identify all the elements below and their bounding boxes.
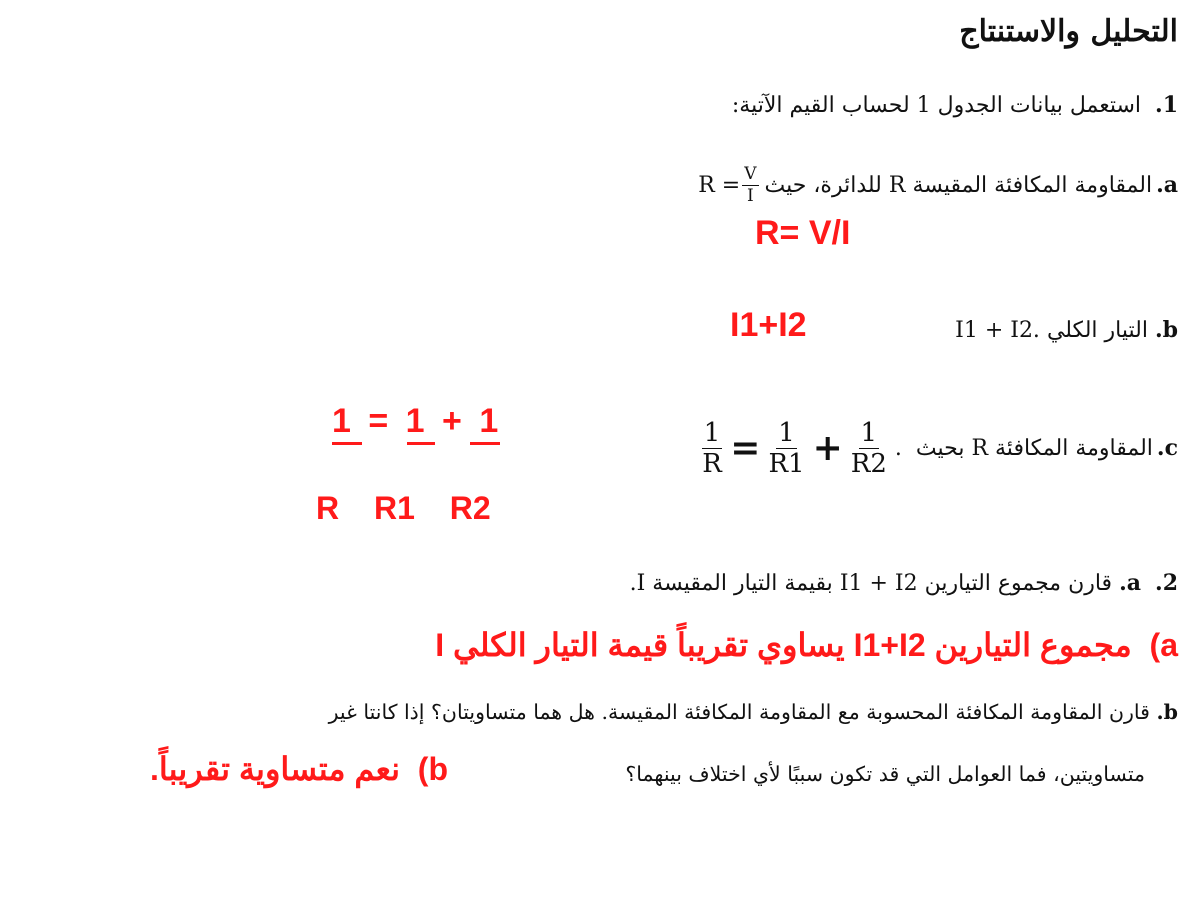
- plus-sign: +: [812, 427, 843, 469]
- fraction-1-over-R: [702, 417, 723, 479]
- question-1b-letter: b.: [1154, 317, 1178, 343]
- numerator: 1: [778, 417, 795, 448]
- fraction-1-over-R2: [850, 417, 887, 479]
- question-1a-text: المقاومة المكافئة المقيسة R للدائرة، حيث: [764, 172, 1153, 198]
- numerator: 1: [860, 417, 878, 448]
- answer-2b: [150, 750, 448, 788]
- question-2b-letter: b.: [1156, 700, 1178, 724]
- numerator: 1: [703, 417, 721, 448]
- formula-lhs: R =: [698, 172, 741, 198]
- answer-1b: I1+I2: [730, 306, 807, 344]
- answer-1c-bar-3: [470, 442, 500, 445]
- answer-1a: R= V/I: [755, 214, 851, 252]
- answer-1c-denominators: R R1 R2: [316, 490, 491, 526]
- question-2a: [630, 570, 1178, 596]
- question-1-text: استعمل بيانات الجدول 1 لحساب القيم الآتية:: [731, 93, 1142, 118]
- question-1c-formula: $\frac{1}{R}$ = $\frac{1}{R1}$ + $\frac{1}{R2}$ .: [702, 417, 902, 479]
- denominator: R1: [768, 448, 805, 479]
- formula-numerator: V: [744, 163, 757, 184]
- question-1c-letter: c.: [1156, 435, 1178, 461]
- fraction-1-over-R1: [768, 417, 805, 479]
- question-1: [732, 92, 1178, 118]
- answer-1c-bar-2: [407, 442, 435, 445]
- question-1a: [698, 160, 1178, 210]
- answer-1c-bar-1: [332, 442, 362, 445]
- answer-2a: [435, 626, 1178, 664]
- question-2b-line-2: متساويتين، فما العوامل التي قد تكون سببًا لأي اختلاف بينهما؟: [625, 762, 1145, 786]
- denominator: R2: [850, 448, 887, 479]
- question-1a-formula: [698, 163, 760, 206]
- question-2b-line-1: [329, 700, 1178, 724]
- formula-denominator: I: [747, 185, 754, 206]
- question-1-number: 1.: [1155, 92, 1178, 118]
- question-1b-text: التيار الكلي: [1046, 318, 1148, 343]
- question-2-number: 2.: [1155, 570, 1178, 596]
- question-2a-text: قارن مجموع التيارين I1 + I2 بقيمة التيار المقيسة I.: [629, 571, 1113, 596]
- answer-2a-label: a): [1149, 627, 1178, 663]
- answer-2b-text: نعم متساوية تقريباً.: [150, 751, 401, 787]
- question-2b-text-1: قارن المقاومة المكافئة المحسوبة مع المقاومة المكافئة المقيسة. هل هما متساويتان؟ إذا كانتا غير: [328, 700, 1150, 724]
- answer-2b-label: b): [417, 751, 448, 787]
- question-1b-formula: I1 + I2.: [955, 318, 1040, 343]
- equals-sign: =: [730, 427, 761, 469]
- question-1b: [955, 317, 1178, 343]
- answer-2a-text: مجموع التيارين I1+I2 يساوي تقريباً قيمة التيار الكلي I: [435, 627, 1132, 663]
- formula-fraction: [742, 163, 758, 206]
- section-heading: التحليل والاستنتاج: [959, 14, 1178, 49]
- denominator: R: [702, 448, 722, 479]
- question-1a-letter: a.: [1156, 172, 1178, 198]
- question-2a-letter: a.: [1119, 570, 1142, 596]
- question-1c: [700, 418, 1178, 478]
- answer-1c-numerators: 1 = 1 + 1: [332, 402, 499, 440]
- question-1c-text: المقاومة المكافئة R بحيث: [915, 435, 1153, 461]
